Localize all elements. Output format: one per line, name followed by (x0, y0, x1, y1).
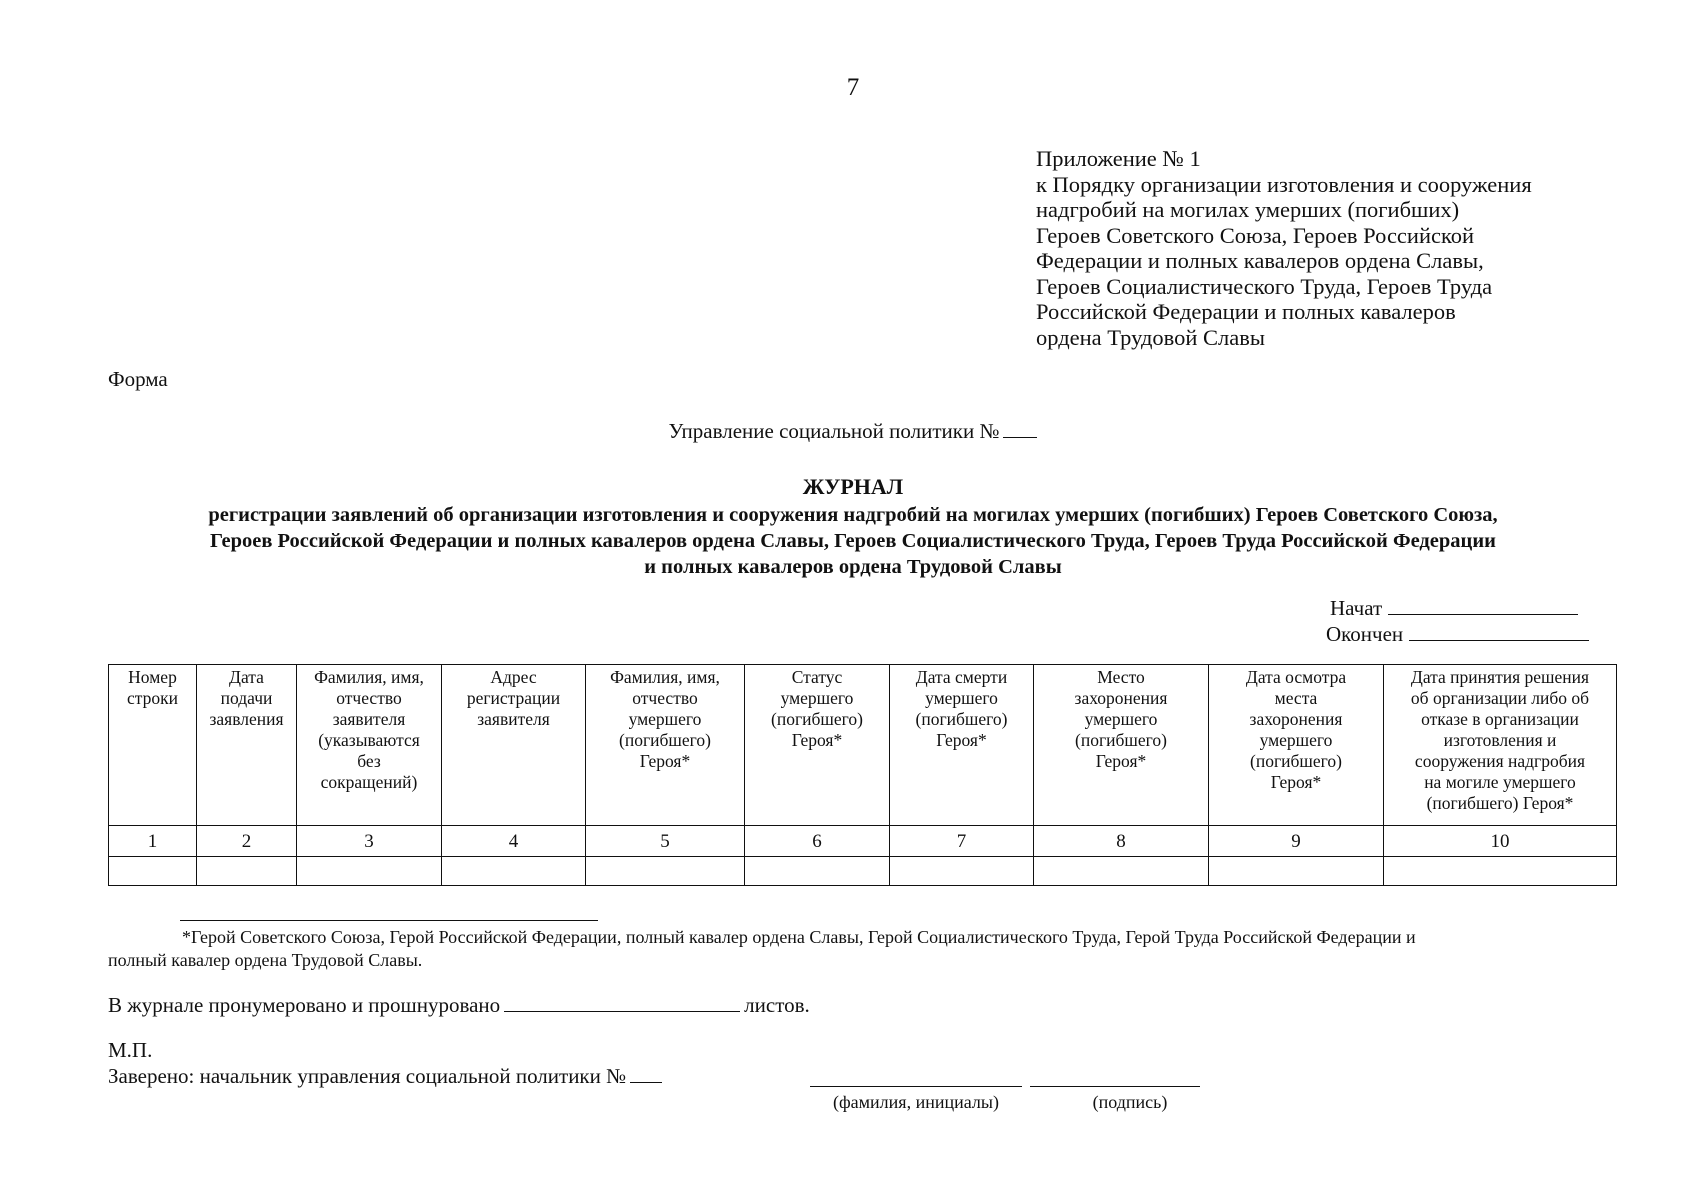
table-header-cell (745, 665, 890, 826)
department-number-blank (1003, 419, 1037, 438)
column-number: 5 (586, 826, 745, 857)
appendix-line: Российской Федерации и полных кавалеров (1036, 299, 1456, 324)
page-number: 7 (846, 74, 860, 101)
table-header-cell (1034, 665, 1209, 826)
sheet-count-blank (504, 993, 740, 1012)
journal-subtitle-line: Героев Российской Федерации и полных кавалеров ордена Славы, Героев Социалистического Труда, Героев Труда Российской Федерации (210, 530, 1496, 552)
header-text: Статус умершего (погибшего) Героя* (771, 667, 863, 750)
empty-cell (890, 857, 1034, 886)
appendix-line: Героев Социалистического Труда, Героев Труда (1036, 273, 1493, 299)
started-blank (1388, 596, 1578, 615)
empty-cell (442, 857, 586, 886)
empty-cell (1034, 857, 1209, 886)
column-number: 3 (297, 826, 442, 857)
column-number: 2 (197, 826, 297, 857)
footnote-line: *Герой Советского Союза, Герой Российской Федерации, полный кавалер ордена Славы, Герой Социалистического Труда, Герой Труда Российской Федерации и (182, 927, 1416, 947)
table-header-cell (109, 665, 197, 826)
appendix-line: ордена Трудовой Славы (1036, 324, 1266, 350)
header-text: Дата осмотра места захоронения умершего (погибшего) Героя* (1245, 667, 1347, 792)
form-label: Форма (108, 367, 168, 391)
ended-field (1326, 622, 1589, 647)
appendix-block (1036, 146, 1676, 350)
appendix-line: надгробий на могилах умерших (погибших) (1036, 197, 1460, 222)
name-signature-line (810, 1086, 1022, 1087)
header-text: Фамилия, имя, отчество заявителя (указываются без сокращений) (314, 667, 424, 792)
table-header-cell (1384, 665, 1617, 826)
empty-entry-row (109, 857, 1617, 886)
empty-cell (297, 857, 442, 886)
column-number: 4 (442, 826, 586, 857)
column-number: 1 (109, 826, 197, 857)
header-text: Номер строки (127, 667, 178, 708)
department-label: Управление социальной политики № (668, 419, 1000, 443)
numbered-text-before: В журнале пронумеровано и прошнуровано (108, 993, 501, 1017)
empty-cell (745, 857, 890, 886)
table-header-cell (197, 665, 297, 826)
numbered-text-after: листов. (744, 993, 810, 1017)
header-text: Дата смерти умершего (погибшего) Героя* (915, 667, 1008, 750)
column-number: 7 (890, 826, 1034, 857)
appendix-line: к Порядку организации изготовления и сооружения (1036, 171, 1532, 197)
header-text: Дата подачи заявления (209, 667, 284, 729)
journal-title: ЖУРНАЛ (802, 474, 904, 499)
table-header-cell (1209, 665, 1384, 826)
ended-label: Окончен (1326, 622, 1404, 646)
empty-cell (109, 857, 197, 886)
footnote (108, 926, 1600, 972)
journal-subtitle (110, 502, 1596, 580)
department-line (0, 419, 1706, 444)
journal-subtitle-line: и полных кавалеров ордена Трудовой Славы (644, 556, 1062, 578)
started-label: Начат (1330, 596, 1383, 620)
ended-blank (1409, 622, 1589, 641)
header-text: Адрес регистрации заявителя (466, 667, 561, 729)
column-number: 8 (1034, 826, 1209, 857)
stamp-label: М.П. (108, 1038, 153, 1062)
certified-text: Заверено: начальник управления социальной политики № (108, 1064, 627, 1088)
certified-line (108, 1064, 662, 1089)
table-header-row (109, 665, 1617, 826)
empty-cell (197, 857, 297, 886)
column-number: 6 (745, 826, 890, 857)
table-header-cell (442, 665, 586, 826)
name-initials-label: (фамилия, инициалы) (833, 1092, 999, 1112)
empty-cell (1384, 857, 1617, 886)
signature-line (1030, 1086, 1200, 1087)
empty-cell (1209, 857, 1384, 886)
table-header-cell (586, 665, 745, 826)
footnote-separator (180, 920, 598, 921)
table-header-cell (890, 665, 1034, 826)
table-header-cell (297, 665, 442, 826)
appendix-line: Героев Советского Союза, Героев Российской (1036, 222, 1475, 248)
empty-cell (586, 857, 745, 886)
appendix-line: Приложение № 1 (1036, 146, 1201, 171)
journal-table (108, 664, 1617, 886)
started-field (1330, 596, 1578, 621)
appendix-line: Федерации и полных кавалеров ордена Славы, (1036, 248, 1484, 273)
header-text: Фамилия, имя, отчество умершего (погибшего) Героя* (610, 667, 720, 771)
header-text: Дата принятия решения об организации либо об отказе в организации изготовления и сооружения надгробия на могиле умершего (погибшего) Героя* (1410, 667, 1590, 813)
certified-number-blank (630, 1064, 662, 1083)
column-number: 9 (1209, 826, 1384, 857)
journal-subtitle-line: регистрации заявлений об организации изготовления и сооружения надгробий на могилах умерших (погибших) Героев Советского Союза, (208, 504, 1498, 526)
column-number: 10 (1384, 826, 1617, 857)
header-text: Место захоронения умершего (погибшего) Героя* (1074, 667, 1168, 771)
column-number-row (109, 826, 1617, 857)
numbered-statement (108, 993, 810, 1018)
footnote-line: полный кавалер ордена Трудовой Славы. (108, 950, 423, 970)
signature-label: (подпись) (1092, 1092, 1168, 1112)
